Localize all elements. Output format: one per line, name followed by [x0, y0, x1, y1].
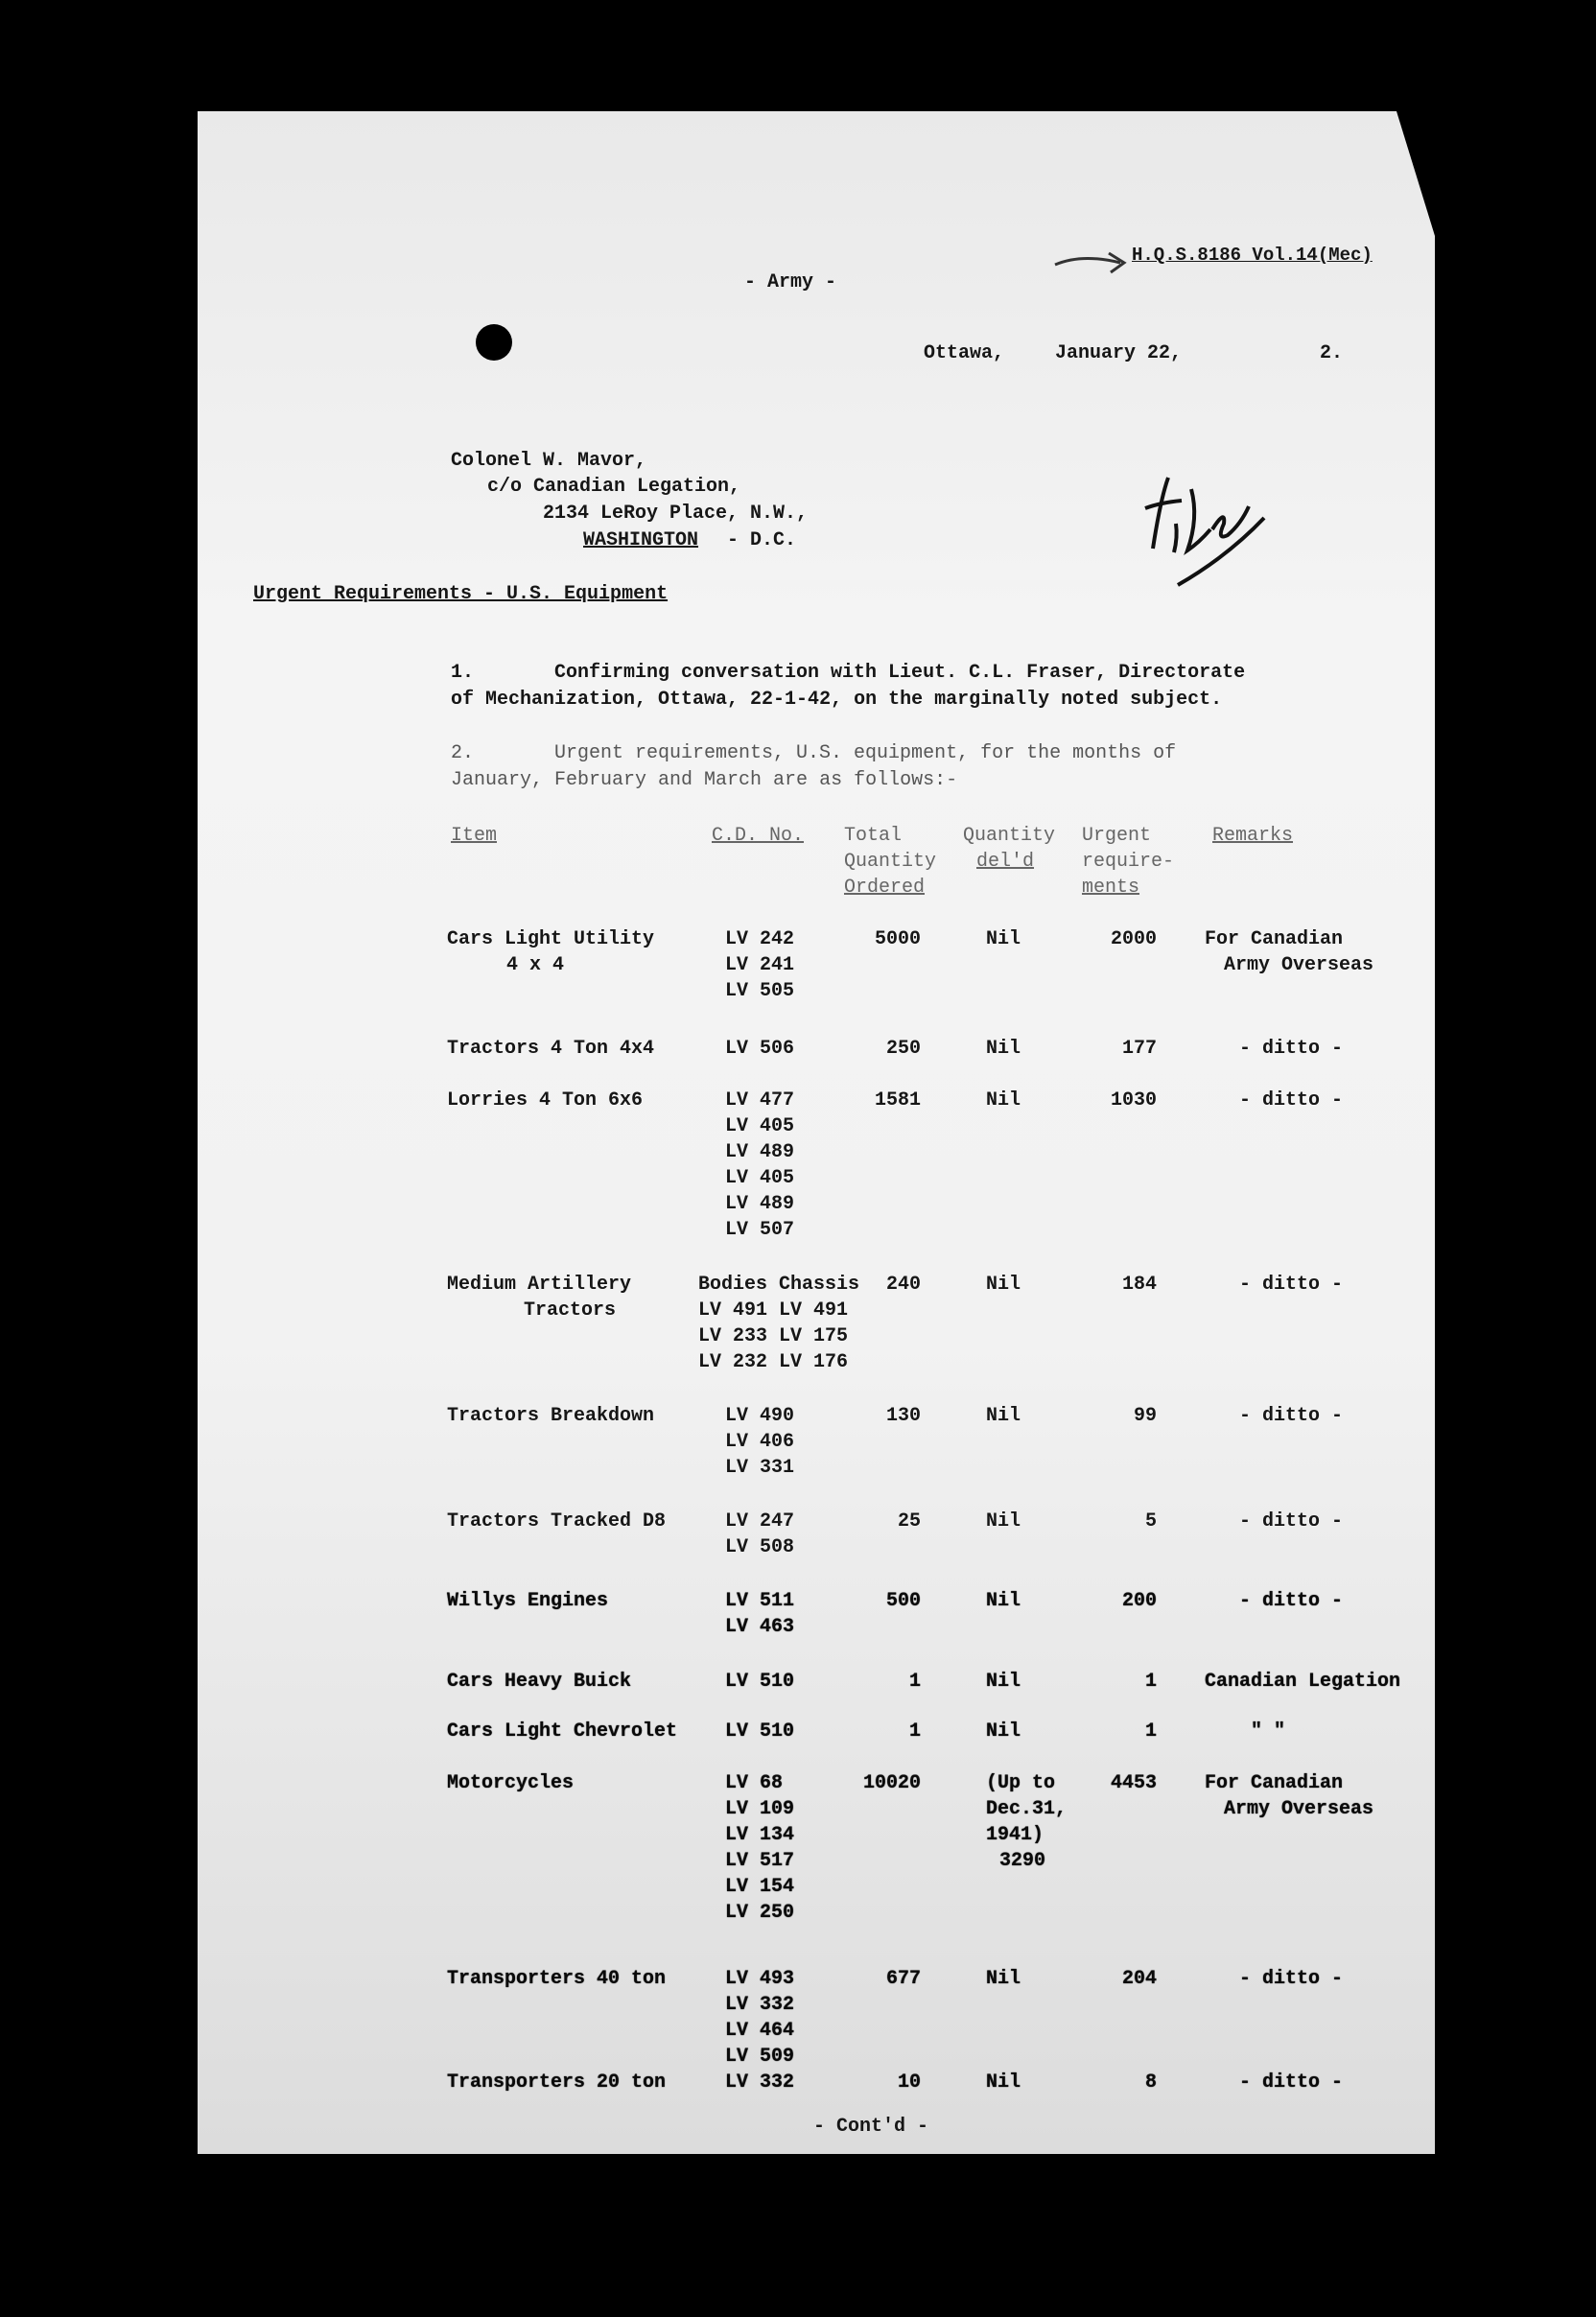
cell-quantity-delivered: Nil — [986, 1274, 1021, 1296]
cell-cd-number: LV 489 — [725, 1193, 795, 1215]
cell-item: Lorries 4 Ton 6x6 — [447, 1089, 644, 1112]
cell-item: Motorcycles — [447, 1772, 575, 1794]
cell-urgent-requirements: 4453 — [1110, 1772, 1157, 1794]
cell-urgent-requirements: 184 — [1121, 1274, 1157, 1296]
cell-total-ordered: 25 — [897, 1510, 921, 1533]
cell-cd-number: LV 331 — [725, 1457, 795, 1479]
cell-total-ordered: 1 — [908, 1720, 921, 1743]
cell-quantity-delivered: Nil — [986, 2071, 1021, 2094]
paragraph-2-line-2: January, February and March are as follows:- — [451, 769, 958, 791]
cell-cd-number: LV 493 — [725, 1968, 795, 1990]
page-number: 2. — [1320, 342, 1344, 364]
cell-remarks: For Canadian — [1205, 928, 1344, 950]
addressee-name: Colonel W. Mavor, — [451, 450, 647, 472]
cell-cd-number: LV 490 — [725, 1405, 795, 1427]
header-total-line-3: Ordered — [844, 877, 926, 899]
cell-cd-number: LV 463 — [725, 1616, 795, 1638]
paragraph-2-number: 2. — [451, 742, 475, 764]
cell-remarks: - ditto - — [1239, 1405, 1344, 1427]
place: Ottawa, — [924, 342, 1005, 364]
header-delivered-line-1: Quantity — [963, 825, 1056, 847]
cell-quantity-delivered: Nil — [986, 1038, 1021, 1060]
cell-cd-number: LV 405 — [725, 1115, 795, 1137]
cell-item: Tractors Tracked D8 — [447, 1510, 667, 1533]
cell-total-ordered: 1 — [908, 1671, 921, 1693]
document-page — [198, 111, 1435, 2154]
handwritten-file-note — [1132, 460, 1276, 595]
cell-item: Transporters 40 ton — [447, 1968, 667, 1990]
cell-urgent-requirements: 8 — [1144, 2071, 1157, 2094]
cell-cd-number: LV 109 — [725, 1798, 795, 1820]
arrow-icon — [1053, 246, 1128, 274]
cell-cd-number: LV 233 LV 175 — [698, 1325, 849, 1347]
cell-cd-number: LV 247 — [725, 1510, 795, 1533]
cell-cd-number: LV 405 — [725, 1167, 795, 1189]
cell-cd-number: LV 517 — [725, 1850, 795, 1872]
cell-cd-number: LV 241 — [725, 954, 795, 976]
header-urgent-line-1: Urgent — [1082, 825, 1152, 847]
cell-urgent-requirements: 177 — [1121, 1038, 1157, 1060]
cell-cd-number: LV 232 LV 176 — [698, 1351, 849, 1373]
cell-cd-number: LV 507 — [725, 1219, 795, 1241]
cell-total-ordered: 677 — [885, 1968, 921, 1990]
cell-total-ordered: 10 — [897, 2071, 921, 2094]
header-cd-no: C.D. No. — [712, 825, 805, 847]
cell-urgent-requirements: 1 — [1144, 1671, 1157, 1693]
paragraph-2-line-1: Urgent requirements, U.S. equipment, for the months of — [554, 742, 1177, 764]
cell-remarks: For Canadian — [1205, 1772, 1344, 1794]
cell-urgent-requirements: 1 — [1144, 1720, 1157, 1743]
cell-remarks: - ditto - — [1239, 1968, 1344, 1990]
cell-cd-number: LV 491 LV 491 — [698, 1299, 849, 1322]
cell-total-ordered: 500 — [885, 1590, 921, 1612]
header-total-line-1: Total — [844, 825, 903, 847]
paragraph-1-line-2: of Mechanization, Ottawa, 22-1-42, on the marginally noted subject. — [451, 689, 1223, 711]
cell-cd-number: LV 505 — [725, 980, 795, 1002]
date: January 22, — [1055, 342, 1183, 364]
cell-remarks: - ditto - — [1239, 1038, 1344, 1060]
cell-item: Cars Heavy Buick — [447, 1671, 632, 1693]
cell-total-ordered: 5000 — [874, 928, 921, 950]
cell-quantity-delivered: 1941) — [986, 1824, 1044, 1846]
cell-item: 4 x 4 — [506, 954, 565, 976]
cell-quantity-delivered: Nil — [986, 1720, 1021, 1743]
cell-cd-number: LV 406 — [725, 1431, 795, 1453]
header-urgent-line-3: ments — [1082, 877, 1140, 899]
cell-total-ordered: 1581 — [874, 1089, 921, 1112]
cell-cd-number: LV 510 — [725, 1671, 795, 1693]
cell-cd-number: LV 242 — [725, 928, 795, 950]
cell-remarks: Canadian Legation — [1205, 1671, 1401, 1693]
cell-quantity-delivered: Nil — [986, 1510, 1021, 1533]
cell-cd-number: LV 489 — [725, 1141, 795, 1163]
cell-quantity-delivered: Nil — [986, 928, 1021, 950]
header-item: Item — [451, 825, 498, 847]
branch-heading: - Army - — [744, 271, 837, 293]
cell-total-ordered: 10020 — [862, 1772, 921, 1794]
cell-remarks: - ditto - — [1239, 1274, 1344, 1296]
cell-remarks: Army Overseas — [1224, 954, 1374, 976]
cell-cd-number: LV 134 — [725, 1824, 795, 1846]
cell-total-ordered: 130 — [885, 1405, 921, 1427]
continued-marker: - Cont'd - — [813, 2116, 929, 2138]
cell-cd-number: LV 477 — [725, 1089, 795, 1112]
punch-hole — [476, 324, 512, 361]
cell-item: Tractors — [524, 1299, 617, 1322]
cell-cd-number: LV 332 — [725, 1994, 795, 2016]
cell-remarks: " " — [1251, 1720, 1286, 1743]
cell-remarks: Army Overseas — [1224, 1798, 1374, 1820]
addressee-care-of: c/o Canadian Legation, — [487, 476, 741, 498]
cell-cd-number: LV 510 — [725, 1720, 795, 1743]
cell-total-ordered: 240 — [885, 1274, 921, 1296]
cell-item: Willys Engines — [447, 1590, 609, 1612]
cell-remarks: - ditto - — [1239, 1590, 1344, 1612]
cell-item: Cars Light Chevrolet — [447, 1720, 678, 1743]
cell-cd-number: LV 154 — [725, 1876, 795, 1898]
file-reference: H.Q.S.8186 Vol.14(Mec) — [1132, 245, 1373, 266]
addressee-street: 2134 LeRoy Place, N.W., — [543, 503, 809, 525]
cell-cd-number: LV 511 — [725, 1590, 795, 1612]
cell-quantity-delivered: (Up to — [986, 1772, 1056, 1794]
cell-remarks: - ditto - — [1239, 2071, 1344, 2094]
cell-quantity-delivered: Nil — [986, 1089, 1021, 1112]
cell-cd-number: LV 464 — [725, 2020, 795, 2042]
header-urgent-line-2: require- — [1082, 851, 1175, 873]
cell-cd-number: LV 509 — [725, 2046, 795, 2068]
cell-remarks: - ditto - — [1239, 1510, 1344, 1533]
cell-urgent-requirements: 99 — [1133, 1405, 1157, 1427]
cell-quantity-delivered: 3290 — [999, 1850, 1046, 1872]
cell-item: Transporters 20 ton — [447, 2071, 667, 2094]
cell-urgent-requirements: 5 — [1144, 1510, 1157, 1533]
cell-quantity-delivered: Nil — [986, 1405, 1021, 1427]
cell-item: Medium Artillery — [447, 1274, 632, 1296]
cell-item: Tractors 4 Ton 4x4 — [447, 1038, 655, 1060]
cell-cd-number: Bodies Chassis — [698, 1274, 860, 1296]
cell-cd-number: LV 508 — [725, 1536, 795, 1558]
subject-line: Urgent Requirements - U.S. Equipment — [253, 583, 669, 605]
cell-item: Tractors Breakdown — [447, 1405, 655, 1427]
paragraph-1-line-1: Confirming conversation with Lieut. C.L. Fraser, Directorate — [554, 662, 1246, 684]
cell-urgent-requirements: 200 — [1121, 1590, 1157, 1612]
cell-total-ordered: 250 — [885, 1038, 921, 1060]
cell-cd-number: LV 332 — [725, 2071, 795, 2094]
header-total-line-2: Quantity — [844, 851, 937, 873]
paragraph-1-number: 1. — [451, 662, 475, 684]
cell-cd-number: LV 68 — [725, 1772, 784, 1794]
cell-quantity-delivered: Nil — [986, 1671, 1021, 1693]
cell-urgent-requirements: 1030 — [1110, 1089, 1157, 1112]
header-delivered-line-2: del'd — [976, 851, 1035, 873]
cell-urgent-requirements: 2000 — [1110, 928, 1157, 950]
addressee-city: WASHINGTON — [583, 529, 699, 551]
cell-quantity-delivered: Nil — [986, 1590, 1021, 1612]
cell-item: Cars Light Utility — [447, 928, 655, 950]
cell-quantity-delivered: Nil — [986, 1968, 1021, 1990]
cell-cd-number: LV 506 — [725, 1038, 795, 1060]
cell-urgent-requirements: 204 — [1121, 1968, 1157, 1990]
header-remarks: Remarks — [1212, 825, 1294, 847]
cell-quantity-delivered: Dec.31, — [986, 1798, 1068, 1820]
cell-cd-number: LV 250 — [725, 1902, 795, 1924]
cell-remarks: - ditto - — [1239, 1089, 1344, 1112]
addressee-district: - D.C. — [727, 529, 797, 551]
